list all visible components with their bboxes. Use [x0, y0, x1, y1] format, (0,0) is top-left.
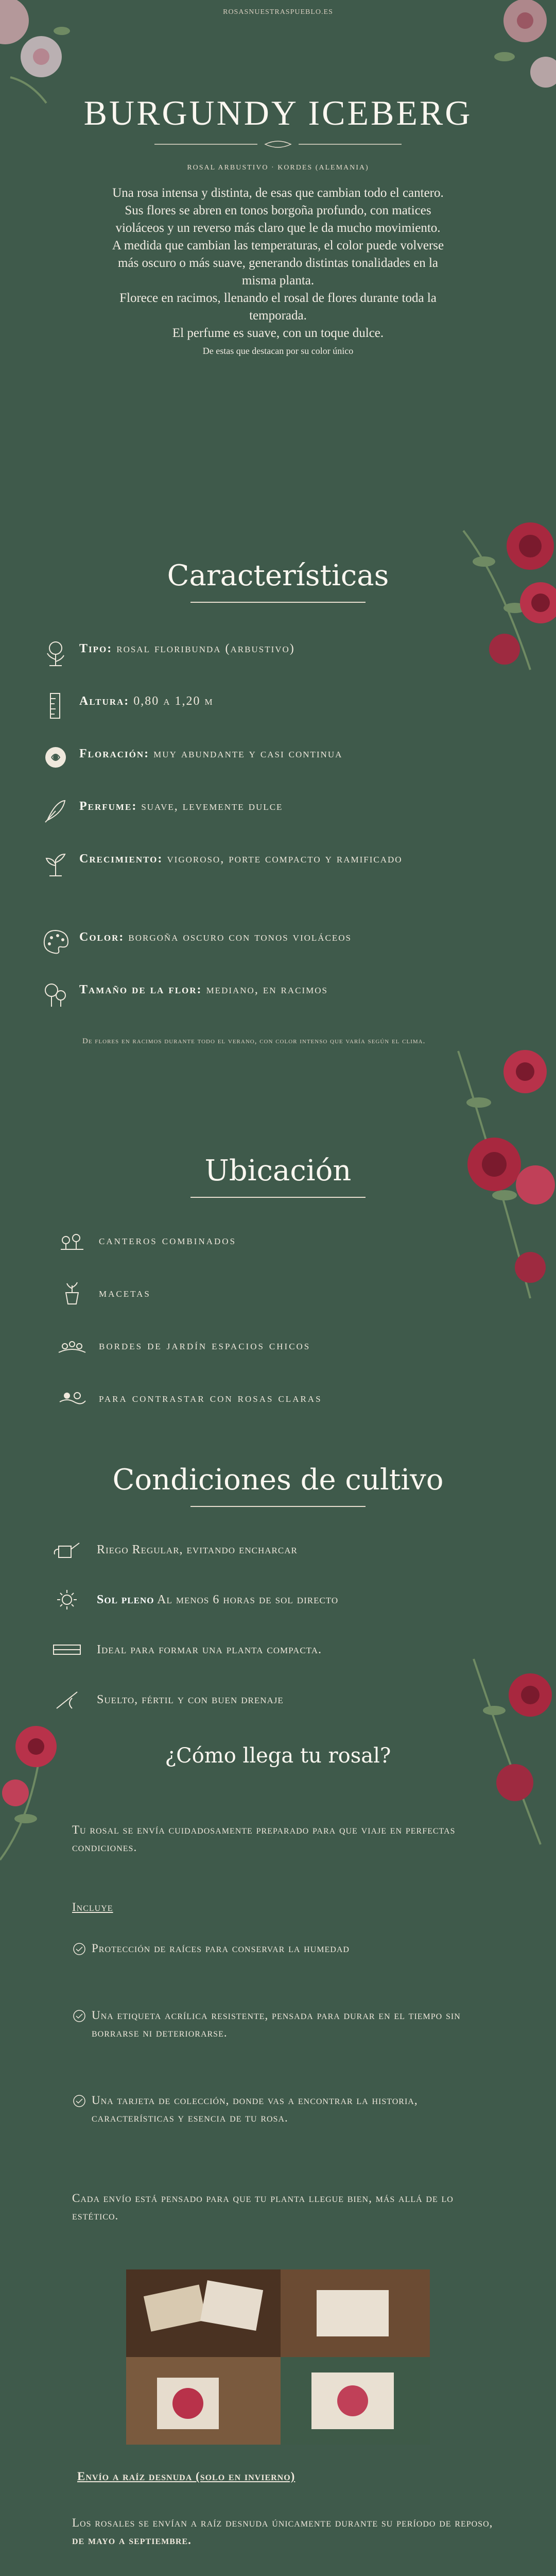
location-item [57, 1386, 322, 1410]
rose-illustration-top-right [489, 0, 556, 103]
include-item [72, 2007, 499, 2042]
feature-perfume [40, 796, 555, 825]
bare-root-text-1a: Los rosales se envían a raíz desnuda únicamente durante su período de reposo, [72, 2516, 493, 2529]
pot-icon [57, 1281, 88, 1305]
shears-icon [51, 1638, 82, 1662]
condition-text: Riego Regular, evitando encharcar [97, 1543, 298, 1556]
intro-line: Florece en racimos, llenando el rosal de flores durante toda la [119, 291, 437, 305]
include-item [72, 2092, 499, 2127]
intro-line: violáceos y un reverso más claro que le da mucho movimiento. [115, 221, 441, 235]
include-text: Una etiqueta acrílica resistente, pensada para durar en el tiempo sin borrarse ni deteriorarse. [92, 2009, 461, 2039]
features-heading [0, 559, 556, 603]
heading-underline [190, 602, 366, 603]
intro-line: temporada. [249, 309, 307, 323]
location-text: macetas [99, 1286, 151, 1300]
intro-text [41, 184, 515, 360]
feature-value: mediano, en racimos [206, 983, 328, 996]
location-text: canteros combinados [99, 1233, 237, 1247]
bare-root-text-1 [72, 2514, 494, 2549]
ornament-divider [154, 139, 402, 149]
condition-item [51, 1538, 298, 1562]
feature-label: Tamaño de la flor: [79, 983, 202, 996]
condition-text: Al menos 6 horas de sol directo [154, 1592, 339, 1606]
watering-can-icon [51, 1538, 82, 1562]
check-circle-icon [72, 2094, 86, 2108]
location-item [57, 1281, 151, 1305]
flower-size-icon [40, 980, 71, 1009]
condition-text: Ideal para formar una planta compacta. [97, 1642, 322, 1656]
care-note: Cada envío está pensado para que tu planta llegue bien, más allá de lo estético. [72, 2192, 454, 2222]
conditions-heading [0, 1463, 556, 1507]
sun-icon [51, 1588, 82, 1612]
product-subtitle: ROSAL ARBUSTIVO · KORDES (ALEMANIA) [187, 164, 369, 172]
condition-item [51, 1588, 338, 1612]
intro-note: De estas que destacan por su color único [202, 346, 354, 356]
ruler-icon [40, 691, 71, 720]
check-circle-icon [72, 1942, 86, 1956]
garden-bed-icon [57, 1229, 88, 1252]
feature-label: Color: [79, 930, 125, 944]
location-item [57, 1334, 310, 1358]
includes-label: Incluye [72, 1901, 113, 1913]
bare-root-heading: Envío a raíz desnuda (solo en invierno) [77, 2470, 296, 2483]
intro-line: El perfume es suave, con un toque dulce. [172, 326, 384, 340]
rose-illustration-left-1 [0, 1716, 77, 1870]
check-circle-icon [72, 2009, 86, 2023]
condition-item [51, 1638, 322, 1662]
feature-label: Altura: [79, 694, 130, 708]
arrival-intro: Tu rosal se envía cuidadosamente preparado para que viaje en perfectas condiciones. [72, 1823, 456, 1854]
location-heading [0, 1154, 556, 1198]
feature-value: 0,80 a 1,20 m [133, 694, 214, 708]
rose-bloom-icon [40, 744, 71, 773]
features-heading-text: Características [167, 559, 389, 592]
intro-line: A medida que cambian las temperaturas, el color puede volverse [112, 239, 444, 252]
intro-line: más oscuro o más suave, generando distintas tonalidades en la [117, 256, 439, 270]
contrast-icon [57, 1386, 88, 1410]
palette-icon [40, 927, 71, 956]
feature-label: Crecimiento: [79, 852, 163, 866]
feature-value: suave, levemente dulce [141, 800, 283, 813]
site-name[interactable]: ROSASNUESTRASPUEBLO.ES [223, 8, 333, 16]
feature-color [40, 927, 555, 956]
include-text: Protección de raíces para conservar la humedad [92, 1942, 350, 1955]
growth-icon [40, 849, 71, 878]
intro-line: Una rosa intensa y distinta, de esas que cambian todo el cantero. [112, 186, 444, 200]
feature-label: Tipo: [79, 642, 113, 655]
feature-value: muy abundante y casi continua [153, 747, 343, 760]
intro-line: Sus flores se abren en tonos borgoña profundo, con matices [125, 204, 431, 217]
heading-underline [190, 1506, 366, 1507]
border-icon [57, 1334, 88, 1358]
feature-blooming [40, 744, 555, 773]
location-item [57, 1229, 236, 1252]
features-note: De flores en racimos durante todo el verano, con color intenso que varía según el clima. [82, 1037, 426, 1045]
arrival-heading: ¿Cómo llega tu rosal? [165, 1744, 391, 1768]
rosebush-icon [40, 639, 71, 668]
soil-icon [51, 1688, 82, 1711]
heading-underline [190, 1197, 366, 1198]
feature-type [40, 639, 555, 668]
feather-icon [40, 796, 71, 825]
feature-label: Floración: [79, 747, 150, 760]
intro-line: misma planta. [241, 274, 315, 287]
condition-bold: Sol pleno [97, 1592, 154, 1606]
include-text: Una tarjeta de colección, donde vas a encontrar la historia, características y esencia de tu rosa. [92, 2094, 418, 2124]
location-text: bordes de jardín espacios chicos [99, 1338, 311, 1352]
include-item [72, 1940, 499, 1957]
location-heading-text: Ubicación [204, 1154, 352, 1188]
feature-value: borgoña oscuro con tonos violáceos [128, 930, 352, 944]
feature-label: Perfume: [79, 800, 137, 813]
feature-flower-size [40, 980, 555, 1009]
feature-height [40, 691, 555, 720]
feature-value: rosal floribunda (arbustivo) [116, 642, 295, 655]
location-text: para contrastar con rosas claras [99, 1391, 322, 1405]
bare-root-months: de mayo a septiembre. [72, 2534, 192, 2547]
product-title: BURGUNDY ICEBERG [83, 93, 473, 132]
feature-value: vigoroso, porte compacto y ramificado [167, 852, 403, 866]
condition-item [51, 1688, 284, 1711]
condition-text: Suelto, fértil y con buen drenaje [97, 1692, 284, 1706]
feature-growth [40, 849, 555, 878]
conditions-heading-text: Condiciones de cultivo [112, 1463, 444, 1497]
package-photo [126, 2269, 430, 2445]
